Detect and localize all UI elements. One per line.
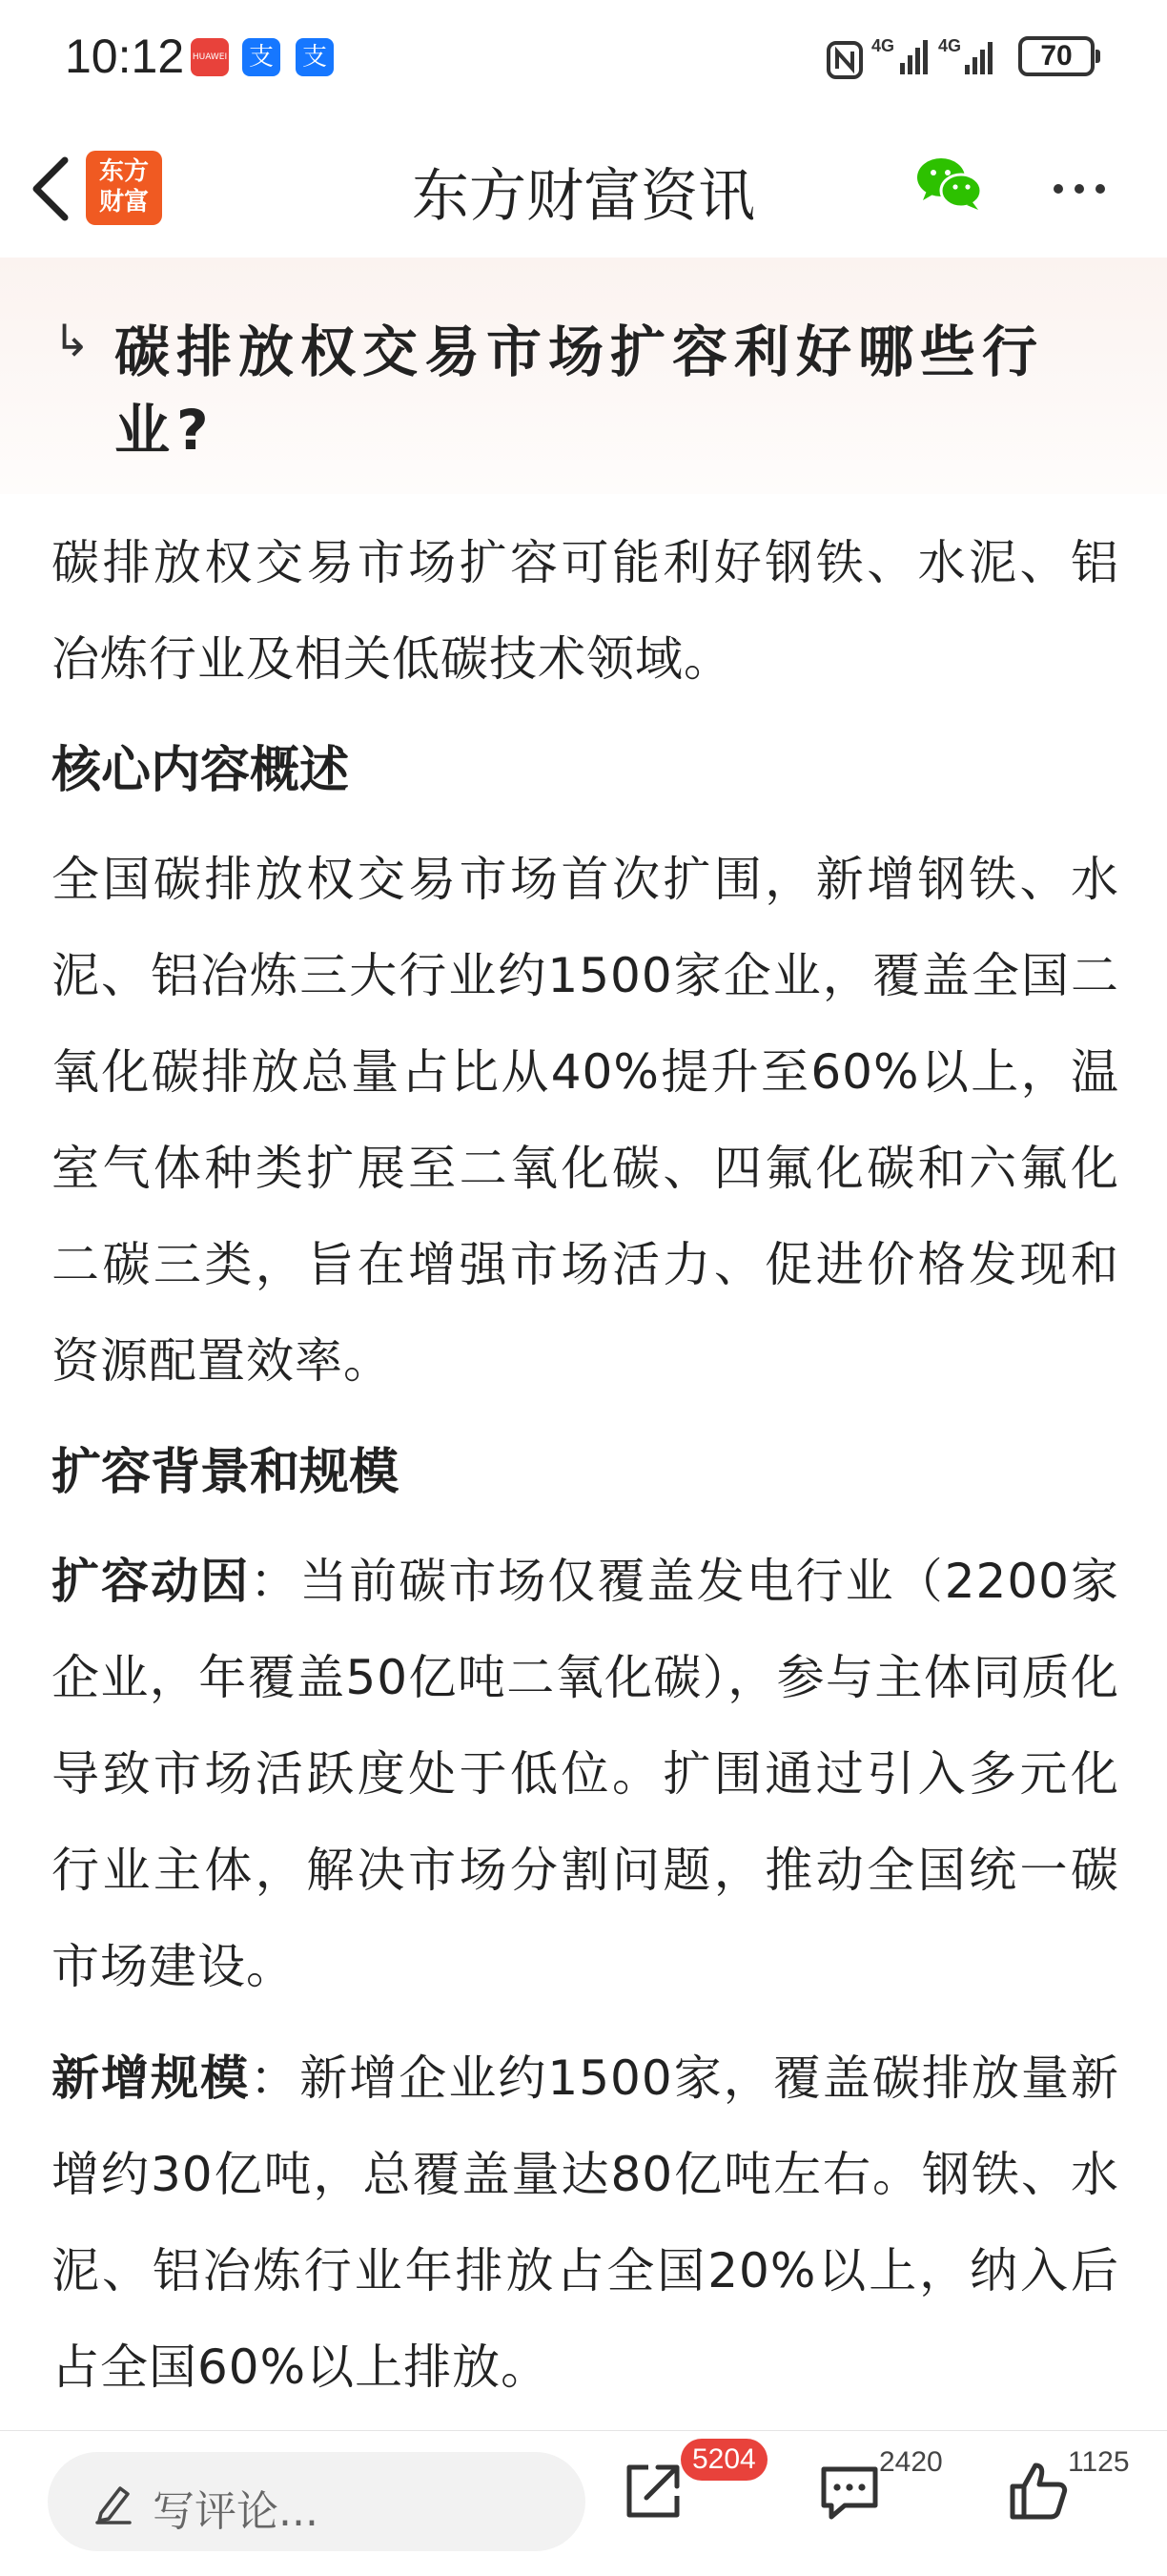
huawei-app-icon: HUAWEI <box>191 38 229 76</box>
reply-arrow-icon: ↳ <box>53 315 91 366</box>
thumbs-up-icon[interactable] <box>1005 2458 1072 2524</box>
article-intro: 碳排放权交易市场扩容可能利好钢铁、水泥、铝冶炼行业及相关低碳技术领域。 <box>51 535 1119 687</box>
share-icon[interactable] <box>620 2458 686 2524</box>
nfc-icon <box>826 38 864 82</box>
eastmoney-logo[interactable]: 东方 财富 <box>86 151 162 225</box>
section-paragraph <box>51 2030 1119 2416</box>
alipay-icon: 支 <box>242 38 280 76</box>
section-heading: 核心内容概述 <box>51 742 350 799</box>
comment-placeholder: 写评论... <box>153 2487 318 2536</box>
item-label: 扩容动因 <box>51 1554 251 1609</box>
nav-bar <box>0 114 1167 258</box>
page-title: 东方财富资讯 <box>412 163 755 230</box>
more-options-icon[interactable] <box>1051 181 1108 196</box>
alipay-icon: 支 <box>296 38 334 76</box>
status-time: 10:12 <box>65 30 185 83</box>
status-bar: 10:12 HUAWEI 支 支 4G 4G 70 <box>0 0 1167 114</box>
wechat-share-icon[interactable] <box>915 155 984 212</box>
section-paragraph <box>51 1534 1119 2015</box>
share-count-badge: 5204 <box>681 2439 768 2481</box>
item-text: ：当前碳市场仅覆盖发电行业（2200家企业，年覆盖50亿吨二氧化碳），参与主体同质化导致市场活跃度处于低位。扩围通过引入多元化行业主体，解决市场分割问题，推动全国统一碳市场建设。 <box>51 1554 1120 1994</box>
battery-indicator: 70 <box>1018 36 1095 76</box>
item-text: ：新增企业约1500家，覆盖碳排放量新增约30亿吨，总覆盖量达80亿吨左右。钢铁、水泥、铝冶炼行业年排放占全国20%以上，纳入后占全国60%以上排放。 <box>51 2050 1120 2395</box>
comment-input[interactable] <box>48 2452 585 2551</box>
like-count: 1125 <box>1068 2446 1130 2478</box>
bottom-action-bar <box>0 2430 1167 2576</box>
comment-icon[interactable] <box>816 2458 883 2524</box>
item-label: 新增规模 <box>51 2050 251 2106</box>
pencil-icon <box>92 2481 135 2524</box>
question-header <box>0 258 1167 494</box>
section-heading: 扩容背景和规模 <box>51 1444 399 1501</box>
article-body <box>51 515 1119 2416</box>
question-title: 碳排放权交易市场扩容利好哪些行业? <box>114 319 1045 463</box>
section-paragraph: 全国碳排放权交易市场首次扩围，新增钢铁、水泥、铝冶炼三大行业约1500家企业，覆盖全国二氧化碳排放总量占比从40%提升至60%以上，温室气体种类扩展至二氧化碳、四氟化碳和六氟化二碳三类，旨在增强市场活力、促进价格发现和资源配置效率。 <box>51 852 1119 1389</box>
comment-count: 2420 <box>879 2446 943 2478</box>
